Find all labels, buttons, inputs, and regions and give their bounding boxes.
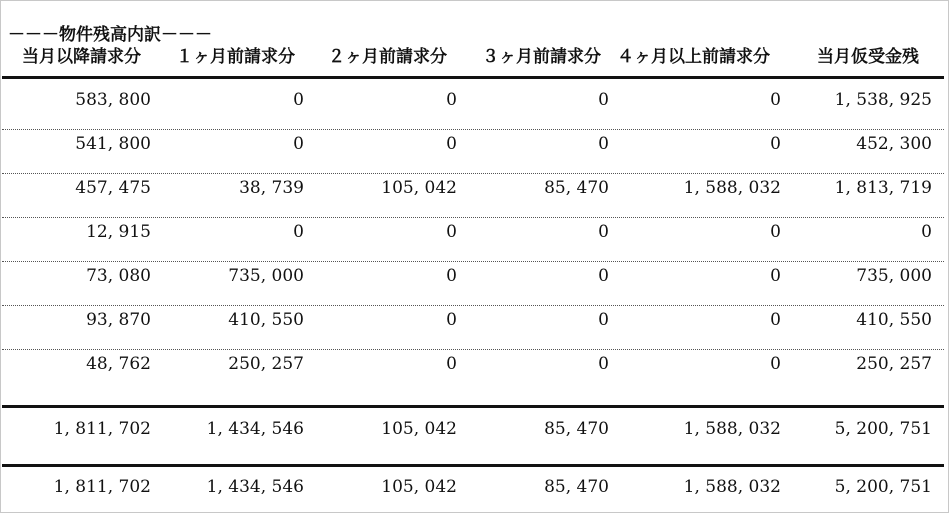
cell: 0 bbox=[446, 222, 457, 242]
cell: 0 bbox=[770, 222, 781, 242]
cell: 48, 762 bbox=[86, 354, 151, 374]
cell: 735, 000 bbox=[856, 266, 932, 286]
cell: 250, 257 bbox=[856, 354, 932, 374]
cell: 0 bbox=[598, 90, 609, 110]
total-cell: 1, 811, 702 bbox=[53, 477, 151, 497]
cell: 85, 470 bbox=[544, 178, 609, 198]
subtotal-rule bbox=[2, 405, 944, 408]
row-divider bbox=[2, 305, 944, 306]
table-row bbox=[0, 310, 949, 334]
cell: 0 bbox=[921, 222, 932, 242]
table-row bbox=[0, 90, 949, 114]
cell: 0 bbox=[446, 266, 457, 286]
subtotal-cell: 1, 588, 032 bbox=[683, 419, 781, 439]
cell: 1, 813, 719 bbox=[834, 178, 932, 198]
cell: 0 bbox=[446, 134, 457, 154]
subtotal-cell: 85, 470 bbox=[544, 419, 609, 439]
cell: 1, 588, 032 bbox=[683, 178, 781, 198]
row-divider bbox=[2, 217, 944, 218]
cell: 0 bbox=[598, 310, 609, 330]
table-row bbox=[0, 222, 949, 246]
cell: 0 bbox=[446, 310, 457, 330]
total-cell: 1, 434, 546 bbox=[206, 477, 304, 497]
cell: 0 bbox=[446, 90, 457, 110]
total-cell: 85, 470 bbox=[544, 477, 609, 497]
cell: 457, 475 bbox=[75, 178, 151, 198]
cell: 93, 870 bbox=[86, 310, 151, 330]
table-row bbox=[0, 354, 949, 378]
header-rule bbox=[2, 76, 944, 79]
cell: 410, 550 bbox=[856, 310, 932, 330]
section-title: －－－物件残高内訳－－－ bbox=[8, 25, 212, 45]
row-divider bbox=[2, 261, 944, 262]
cell: 541, 800 bbox=[75, 134, 151, 154]
cell: 0 bbox=[293, 90, 304, 110]
total-cell: 1, 588, 032 bbox=[683, 477, 781, 497]
cell: 0 bbox=[293, 134, 304, 154]
cell: 0 bbox=[770, 134, 781, 154]
cell: 0 bbox=[598, 222, 609, 242]
cell: 0 bbox=[598, 134, 609, 154]
row-divider bbox=[2, 173, 944, 174]
subtotal-row bbox=[0, 419, 949, 443]
cell: 38, 739 bbox=[239, 178, 304, 198]
total-rule bbox=[2, 464, 944, 467]
subtotal-cell: 105, 042 bbox=[381, 419, 457, 439]
header-advance-balance: 当月仮受金残 bbox=[817, 47, 919, 67]
cell: 12, 915 bbox=[86, 222, 151, 242]
table-row bbox=[0, 266, 949, 290]
cell: 0 bbox=[770, 266, 781, 286]
row-divider bbox=[2, 349, 944, 350]
cell: 105, 042 bbox=[381, 178, 457, 198]
total-cell: 105, 042 bbox=[381, 477, 457, 497]
header-4-plus-months-prior: ４ヶ月以上前請求分 bbox=[617, 47, 770, 67]
cell: 0 bbox=[770, 310, 781, 330]
header-current-month: 当月以降請求分 bbox=[22, 47, 141, 67]
cell: 452, 300 bbox=[856, 134, 932, 154]
cell: 583, 800 bbox=[75, 90, 151, 110]
cell: 0 bbox=[446, 354, 457, 374]
cell: 250, 257 bbox=[228, 354, 304, 374]
cell: 410, 550 bbox=[228, 310, 304, 330]
cell: 0 bbox=[293, 222, 304, 242]
cell: 0 bbox=[598, 354, 609, 374]
row-divider bbox=[2, 129, 944, 130]
table-row bbox=[0, 178, 949, 202]
header-1-month-prior: １ヶ月前請求分 bbox=[176, 47, 295, 67]
header-3-months-prior: ３ヶ月前請求分 bbox=[482, 47, 601, 67]
cell: 0 bbox=[598, 266, 609, 286]
cell: 0 bbox=[770, 90, 781, 110]
total-cell: 5, 200, 751 bbox=[834, 477, 932, 497]
subtotal-cell: 1, 434, 546 bbox=[206, 419, 304, 439]
subtotal-cell: 1, 811, 702 bbox=[53, 419, 151, 439]
header-2-months-prior: ２ヶ月前請求分 bbox=[328, 47, 447, 67]
cell: 73, 080 bbox=[86, 266, 151, 286]
total-row bbox=[0, 477, 949, 501]
table-row bbox=[0, 134, 949, 158]
cell: 735, 000 bbox=[228, 266, 304, 286]
cell: 1, 538, 925 bbox=[834, 90, 932, 110]
subtotal-cell: 5, 200, 751 bbox=[834, 419, 932, 439]
cell: 0 bbox=[770, 354, 781, 374]
